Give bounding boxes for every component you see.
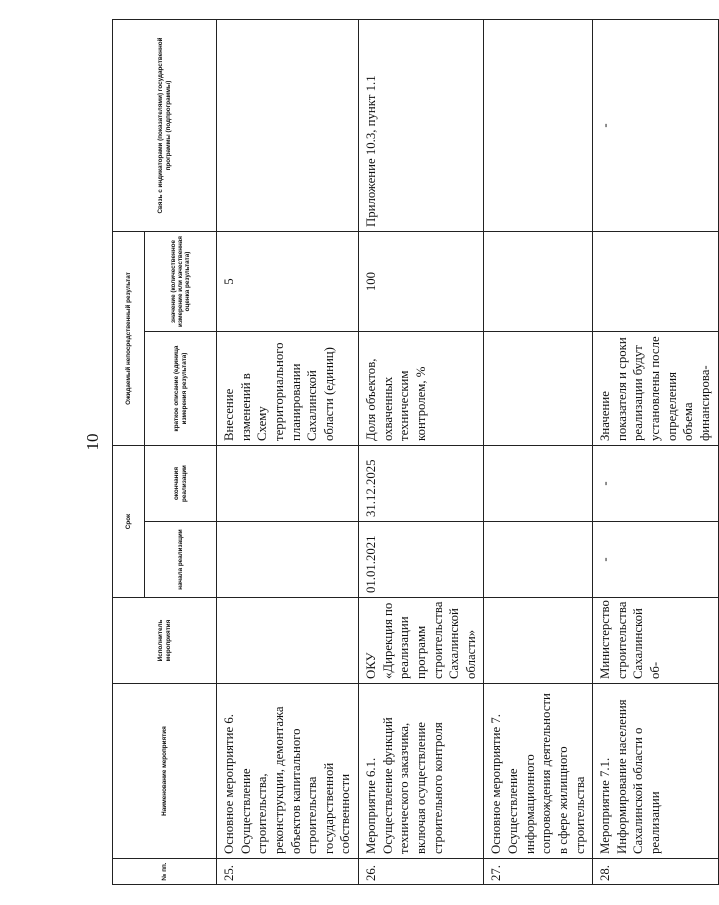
term-end: 31.12.2025 xyxy=(359,446,484,522)
activity-name: Мероприятие 7.1. Информирование населения Сахалинской области о реализации xyxy=(593,684,718,859)
header-term-end: окончания реализации xyxy=(145,446,217,522)
row-number: 26. xyxy=(359,859,484,885)
header-num: № пп. xyxy=(113,859,217,885)
header-executor: Исполнитель мероприятия xyxy=(113,598,217,684)
header-term: Срок xyxy=(113,446,145,598)
table-row xyxy=(593,20,718,885)
term-end xyxy=(484,446,593,522)
table-row xyxy=(217,20,359,885)
table-row xyxy=(359,20,484,885)
result-description: Значение показателя и сроки реализации будут установлены после определения объема финансирова- xyxy=(593,332,718,446)
row-number: 28. xyxy=(593,859,718,885)
activities-table xyxy=(112,19,719,885)
page-number: 10 xyxy=(83,433,102,451)
header-name: Наименование мероприятия xyxy=(113,684,217,859)
term-start xyxy=(484,522,593,598)
activity-name: Основное мероприятие 6. Осуществление строительства, реконструкции, демонтажа объектов капитального строительства государственной собственности xyxy=(217,684,359,859)
activity-executor: Министерство строительства Сахалинской об- xyxy=(593,598,718,684)
indicator-link xyxy=(217,20,359,232)
result-value: 5 xyxy=(217,232,359,332)
row-number: 25. xyxy=(217,859,359,885)
header-term-start: начала реализации xyxy=(145,522,217,598)
document-table-sheet xyxy=(112,20,712,885)
table-row xyxy=(484,20,593,885)
result-description: Доля объектов, охваченных техническим контролем, % xyxy=(359,332,484,446)
term-start xyxy=(217,522,359,598)
indicator-link xyxy=(484,20,593,232)
header-link: Связь с индикаторами (показателями) государственной программы (подпрограммы) xyxy=(113,20,217,232)
result-value xyxy=(593,232,718,332)
header-result: Ожидаемый непосредственный результат xyxy=(113,232,145,446)
activity-executor: ОКУ «Дирекция по реализации программ строительства Сахалинской области» xyxy=(359,598,484,684)
activity-executor xyxy=(484,598,593,684)
result-value: 100 xyxy=(359,232,484,332)
indicator-link: - xyxy=(593,20,718,232)
activity-name: Основное мероприятие 7. Осуществление информационного сопровождения деятельности в сфере жилищного строительства xyxy=(484,684,593,859)
result-description: Внесение изменений в Схему территориального планировании Сахалинской области (единиц) xyxy=(217,332,359,446)
indicator-link: Приложение 10.3, пункт 1.1 xyxy=(359,20,484,232)
result-value xyxy=(484,232,593,332)
header-result-value: значение (количественное измерение или качественная оценка результата) xyxy=(145,232,217,332)
row-number: 27. xyxy=(484,859,593,885)
result-description xyxy=(484,332,593,446)
header-result-desc: краткое описание (единица измерения результата) xyxy=(145,332,217,446)
term-start: - xyxy=(593,522,718,598)
term-start: 01.01.2021 xyxy=(359,522,484,598)
activity-name: Мероприятие 6.1. Осуществление функций технического заказчика, включая осуществление строительного контроля xyxy=(359,684,484,859)
term-end: - xyxy=(593,446,718,522)
activity-executor xyxy=(217,598,359,684)
term-end xyxy=(217,446,359,522)
